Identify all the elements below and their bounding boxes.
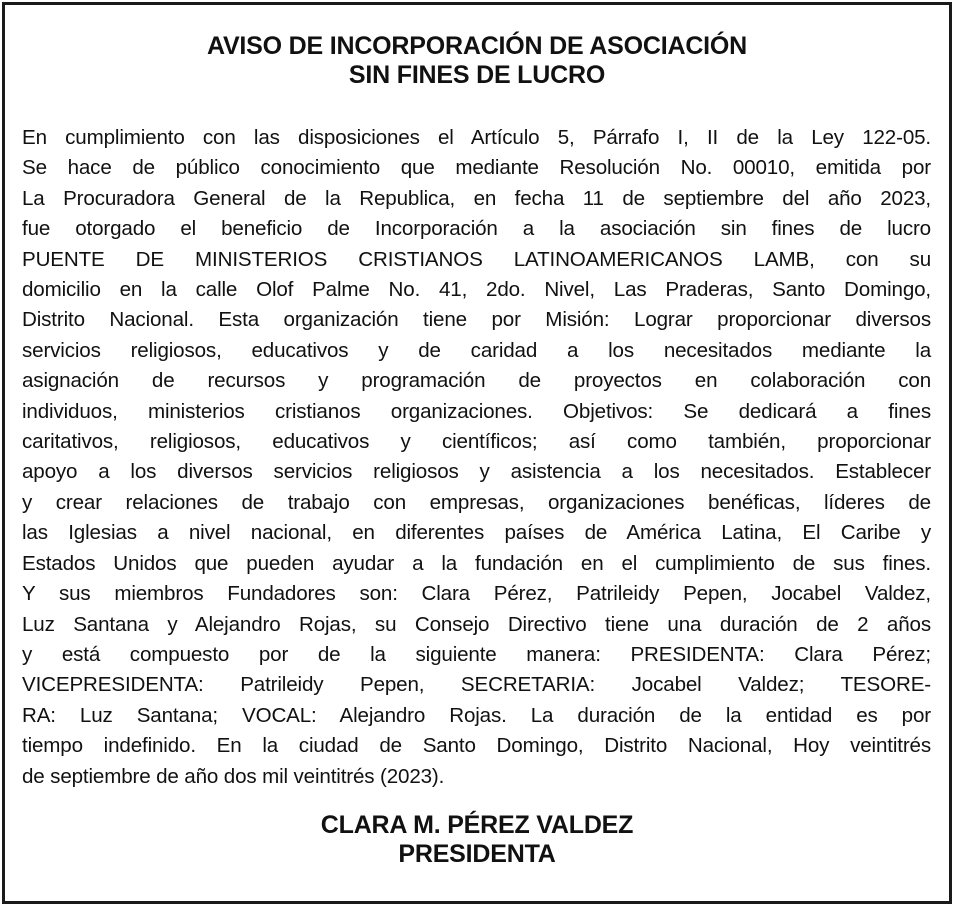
body-line: caritativos, religiosos, educativos y científicos; así como también, proporcionar: [22, 430, 931, 454]
body-line: y crear relaciones de trabajo con empresas, organizaciones benéficas, líderes de: [22, 490, 931, 514]
body-line: PUENTE DE MINISTERIOS CRISTIANOS LATINOAMERICANOS LAMB, con su: [22, 247, 931, 271]
body-line: En cumplimiento con las disposiciones el Artículo 5, Párrafo I, II de la Ley 122-05.: [22, 126, 931, 149]
body-line: servicios religiosos, educativos y de caridad a los necesitados mediante la: [22, 338, 931, 362]
body-line: fue otorgado el beneficio de Incorporación a la asociación sin fines de lucro: [22, 217, 931, 241]
body-line: Y sus miembros Fundadores son: Clara Pérez, Patrileidy Pepen, Jocabel Valdez,: [22, 582, 931, 606]
body-line: las Iglesias a nivel nacional, en diferentes países de América Latina, El Caribe y: [22, 521, 931, 545]
body-line: Luz Santana y Alejandro Rojas, su Consejo Directivo tiene una duración de 2 años: [22, 612, 931, 636]
body-line: La Procuradora General de la Republica, en fecha 11 de septiembre del año 2023,: [22, 186, 931, 210]
signature-block: [5, 811, 949, 869]
notice-title-line-1: AVISO DE INCORPORACIÓN DE ASOCIACIÓN: [206, 32, 748, 60]
body-line: Se hace de público conocimiento que mediante Resolución No. 00010, emitida por: [22, 156, 931, 180]
body-line: domicilio en la calle Olof Palme No. 41, 2do. Nivel, Las Praderas, Santo Domingo,: [22, 278, 931, 302]
notice-frame: [2, 2, 952, 904]
signature-name: CLARA M. PÉREZ VALDEZ: [320, 811, 634, 839]
body-line: apoyo a los diversos servicios religiosos y asistencia a los necesitados. Establecer: [22, 460, 931, 484]
signature-title: PRESIDENTA: [398, 840, 556, 868]
notice-title-line-2: SIN FINES DE LUCRO: [348, 61, 606, 89]
body-line: individuos, ministerios cristianos organizaciones. Objetivos: Se dedicará a fines: [22, 399, 931, 423]
notice-title: [5, 32, 949, 90]
body-line: RA: Luz Santana; VOCAL: Alejandro Rojas. La duración de la entidad es por: [22, 703, 931, 727]
body-line: y está compuesto por de la siguiente manera: PRESIDENTA: Clara Pérez;: [22, 642, 931, 666]
body-line: asignación de recursos y programación de proyectos en colaboración con: [22, 369, 931, 393]
body-line: de septiembre de año dos mil veintitrés (2023).: [22, 764, 445, 788]
body-line: Estados Unidos que pueden ayudar a la fundación en el cumplimiento de sus fines.: [22, 551, 931, 575]
body-line: Distrito Nacional. Esta organización tiene por Misión: Lograr proporcionar diversos: [22, 308, 931, 332]
body-line: VICEPRESIDENTA: Patrileidy Pepen, SECRETARIA: Jocabel Valdez; TESORE-: [22, 673, 931, 697]
body-line: tiempo indefinido. En la ciudad de Santo Domingo, Distrito Nacional, Hoy veintitrés: [22, 734, 931, 758]
notice-body: [22, 123, 931, 792]
